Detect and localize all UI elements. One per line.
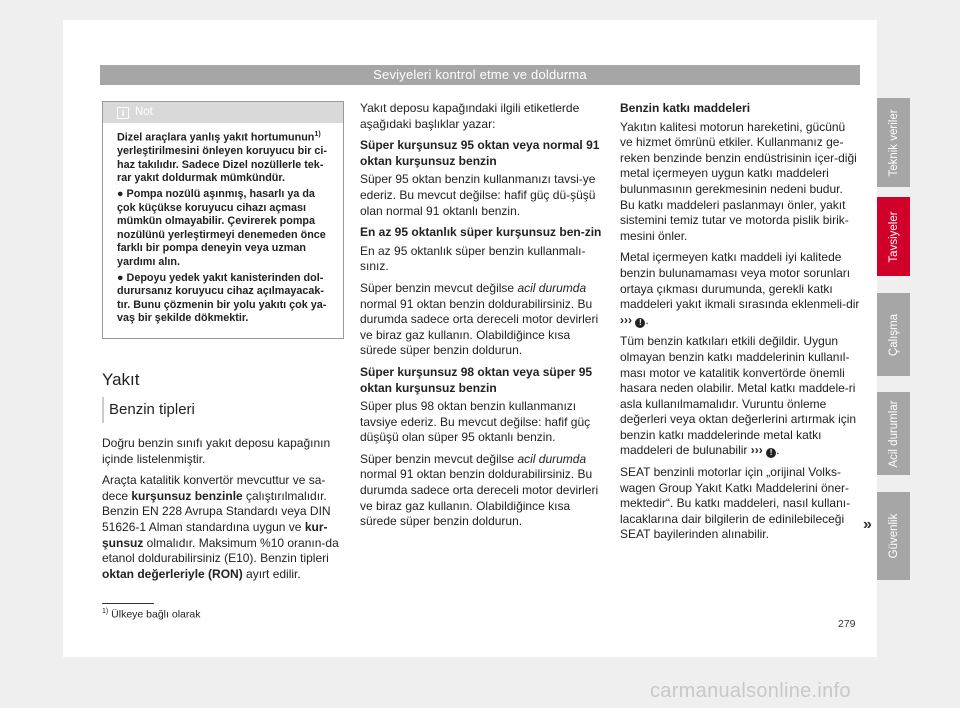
tab-calisma[interactable]: Çalışma xyxy=(877,293,910,376)
link-arrow[interactable]: ››› xyxy=(620,312,632,327)
subtitle-bar xyxy=(102,397,104,423)
col2-heading-1: Süper kurşunsuz 95 oktan veya normal 91 oktan kurşunsuz benzin xyxy=(360,138,600,168)
warning-icon: ! xyxy=(766,448,776,458)
page-number: 279 xyxy=(838,618,856,630)
col3-paragraph-2: Metal içermeyen katkı maddeli iyi kalitede benzin bulunamaması veya motor sorunları ortaya çıkması durumunda, gerekli katkı maddeleri yakıt ikmali sırasında eklenmeli-dir ››› ! . xyxy=(620,250,860,327)
note-header xyxy=(103,102,343,123)
page-header: Seviyeleri kontrol etme ve doldurma xyxy=(100,65,860,85)
note-text: yerleştirilmesini önleyen koruyucu bir ci-haz takılıdır. Sadece Dizel nozüllerle tek-rar yakıt doldurmak mümkündür. xyxy=(117,145,328,185)
footnote-divider xyxy=(102,603,154,604)
watermark: carmanualsonline.info xyxy=(650,680,851,702)
footnote-ref: 1) xyxy=(314,131,321,138)
note-bullet-2: ● Depoyu yedek yakıt kanisterinden dol-durursanız koruyucu cihaz açılmayacak-tır. Bunu çözmenin bir yolu yakıtı çok ya-vaş bir şekilde dökmektir. xyxy=(117,271,327,325)
col2-paragraph-3: En az 95 oktanlık süper benzin kullanmalı-sınız. xyxy=(360,243,586,274)
tab-tavsiyeler[interactable]: Tavsiyeler xyxy=(877,197,910,276)
col3-paragraph-4: SEAT benzinli motorlar için „orijinal Volks-wagen Group Yakıt Katkı Maddelerini öner-mektedir“. Bu katkı maddeleri, nasıl kullanı-lacaklarına dair bilgilerin de edinilebileceği SEAT bayilerinden alınabilir. xyxy=(620,465,851,542)
col2-paragraph-6: Süper benzin mevcut değilse acil durumda normal 91 oktan benzin doldurabilirsiniz. Bu durumda sadece orta dereceli motor devirleri ve biraz gaz kullanın. Olabildiğince kısa sürede süper benzin doldurun. xyxy=(360,451,599,529)
link-arrow[interactable]: ››› xyxy=(750,443,763,458)
note-text: Dizel araçlara yanlış yakıt hortumunun xyxy=(117,131,315,144)
col2-heading-2: En az 95 oktanlık süper kurşunsuz ben-zin xyxy=(360,225,602,240)
col2-paragraph-1: Yakıt deposu kapağındaki ilgili etiketlerde aşağıdaki başlıklar yazar: xyxy=(360,101,580,131)
continue-arrow-icon: » xyxy=(863,516,872,533)
col2-heading-3: Süper kurşunsuz 98 oktan veya süper 95 oktan kurşunsuz benzin xyxy=(360,364,593,395)
column-1 xyxy=(102,436,342,588)
note-box xyxy=(102,101,344,339)
col2-paragraph-4: Süper benzin mevcut değilse acil durumda normal 91 oktan benzin doldurabilirsiniz. Bu durumda sadece orta dereceli motor devirleri ve biraz gaz kullanın. Olabildiğince kısa sürede süper benzin doldurun. xyxy=(360,280,599,358)
tab-teknik-veriler[interactable]: Teknik veriler xyxy=(877,98,910,187)
info-icon: i xyxy=(117,107,129,119)
col3-paragraph-1: Yakıtın kalitesi motorun hareketini, gücünü ve hizmet ömrünü etkiler. Kullanmanız ge-reken benzinde benzin endüstrisinin içer-diği metal içermeyen uygun katkı maddeleri bulunmasının gerekmesinin nedeni budur. Bu katkı maddeleri paslanmayı önler, yakıt sistemini temiz tutar ve motorda pislik birik-mesini önler. xyxy=(620,119,857,243)
note-label: Not xyxy=(135,106,153,118)
column-2 xyxy=(360,101,602,536)
footnote: $^{1)}$ Ülkeye bağlı olarak xyxy=(102,608,201,621)
section-title: Yakıt xyxy=(102,370,140,389)
section-subtitle: Benzin tipleri xyxy=(109,401,195,418)
column-3 xyxy=(620,101,860,549)
note-body xyxy=(103,123,343,326)
col1-paragraph-2: Araçta katalitik konvertör mevcuttur ve sa-dece kurşunsuz benzinle çalıştırılmalıdır. Benzin EN 228 Avrupa Standardı veya DIN 51626-1 Alman standardına uygun ve kur-şunsuz olmalıdır. Maksimum %10 oranın-da etanol doldurabilirsiniz (E10). Benzin tipleri oktan değerleriyle (RON) ayırt edilir. xyxy=(102,473,339,581)
tab-guvenlik[interactable]: Güvenlik xyxy=(877,492,910,580)
col2-paragraph-5: Süper plus 98 oktan benzin kullanmanızı tavsiye ederiz. Bu mevcut değilse: hafif güç düşüşü olan süper 95 oktanlı benzin. xyxy=(360,399,591,445)
tab-acil-durumlar[interactable]: Acil durumlar xyxy=(877,392,910,475)
col3-heading: Benzin katkı maddeleri xyxy=(620,101,751,115)
note-paragraph xyxy=(117,128,335,186)
warning-icon: ! xyxy=(635,318,645,328)
col1-paragraph-1: Doğru benzin sınıfı yakıt deposu kapağının içinde listelenmiştir. xyxy=(102,436,331,466)
note-bullet-1: ● Pompa nozülü aşınmış, hasarlı ya da çok küçükse koruyucu cihazı açması mümkün olmayabilir. Çevirerek pompa nozülünü yerleştirmeyi denemeden önce farklı bir pompa deneyin veya uzman yardımı alın. xyxy=(117,187,326,268)
col3-paragraph-3: Tüm benzin katkıları etkili değildir. Uygun olmayan benzin katkı maddelerinin kullanıl-ması motor ve katalitik konvertörde önemli hasara neden olabilir. Metal katkı maddele-ri asla kullanılmamalıdır. Vuruntu önleme değerleri veya oktan değerlerini artırmak için benzin katkı maddelerinde metal katkı maddeleri de bulunabilir ››› ! . xyxy=(620,334,857,458)
col2-paragraph-2: Süper 95 oktan benzin kullanmanızı tavsi-ye ederiz. Bu mevcut değilse: hafif güç dü-şüşü olan normal 91 oktanlı benzin. xyxy=(360,172,596,218)
